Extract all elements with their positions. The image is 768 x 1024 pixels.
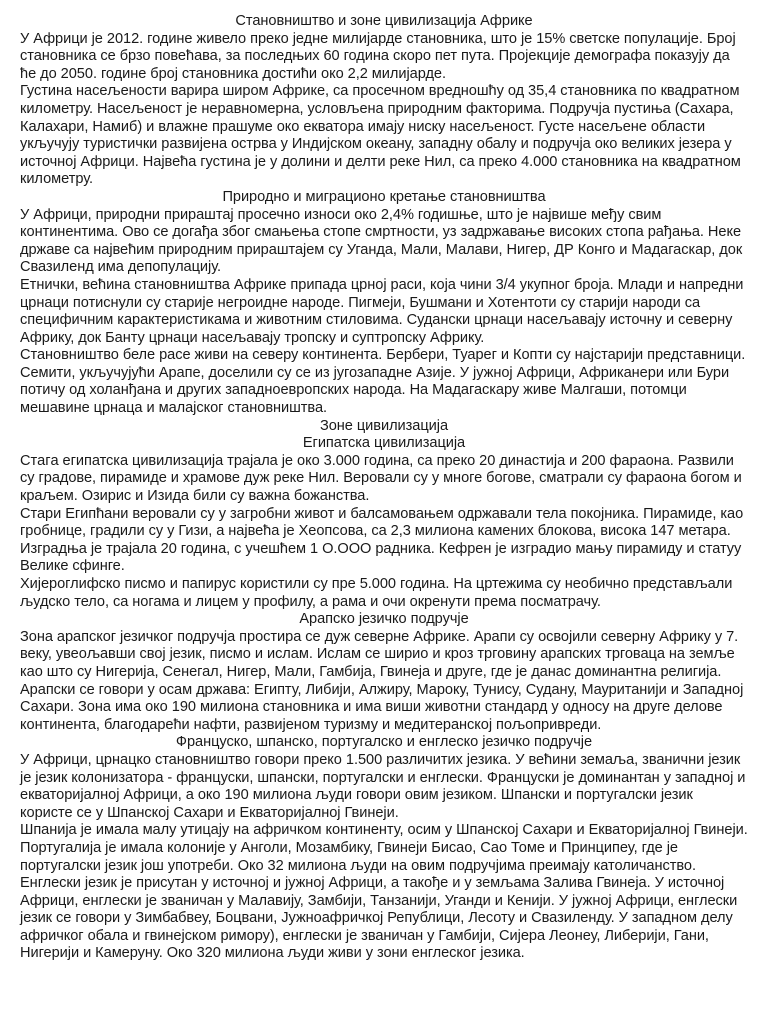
paragraph-colonial-languages: У Африци, црнацко становништво говори преко 1.500 различитих језика. У већини земаља, званични језик је језик колонизатора - француски, шпански, португалски и енглески. Француски је доминантан у западној и екваторијалној Африци, а око 190 милиона људи говори овим језиком. Шпански и португалски језик користе се у Шпанској Сахари и Екваторијалној Гвинеји. [20, 751, 746, 821]
paragraph-natural-growth: У Африци, природни прираштај просечно износи око 2,4% годишње, што је највише међу свим континентима. Ово се догађа због смањења стопе смртности, уз задржавање високих стопа рађања. Неке државе са највећим природним прираштајем су Уганда, Мали, Малави, Нигер, ДР Конго и Мадагаскар, док Свазиленд има депопулацију. [20, 206, 743, 276]
heading-arabic-zone: Арапско језичко подручје [299, 611, 469, 628]
paragraph-egypt-history: Стaгa египатска цивилизација трајала је око 3.000 година, са преко 20 династија и 200 фараона. Развили су градове, пирамиде и храмове дуж реке Нил. Веровали су у многе богове, сматрали су фараона богом и краљем. Озирис и Изида били су важна божанства. [20, 452, 742, 505]
intro-paragraph-population: У Африци је 2012. године живело преко једне милијарде становника, што је 15% светске популације. Број становника се брзо повећава, за последњих 60 година скоро пет пута. Пројекције демографа показују да ће до 2050. године број становника достићи око 2,2 милијарде. [20, 30, 736, 82]
document-title: Становништво и зоне цивилизација Африке [235, 13, 533, 29]
heading-european-language-zone: Француско, шпанско, португалско и енглеско језичко подручје [175, 734, 593, 751]
paragraph-black-race: Етнички, већина становништва Африке припада црној раси, која чини 3/4 укупног броја. Млади и напредни црнаци потиснули су старије негроидне народе. Пигмеји, Бушмани и Хотентоти су старији народи са специфичним карактеристикама и животним стиловима. Судански црнаци насељавају источну и северну Африку, док Банту црнаци насељавају тропску и суптропску Африку. [20, 276, 744, 346]
intro-paragraph-density: Густина насељености варира широм Африке, са просечном вредношћу од 35,4 становника по квадратном километру. Насељеност је неравномерна, условљена природним факторима. Подручја пустиња (Сахара, Калахари, Намиб) и влажне прашуме око екватора имају ниску насељеност. Густе насељене области укључују туристички развијена острва у Индијском океану, западну обалу и подручја око великих језера у источној Африци. Највећа густина је у долини и делти реке Нил, са преко 4.000 становника на квадратном километру. [20, 83, 741, 188]
heading-population-movement: Природно и миграционо кретање становништва [222, 188, 546, 205]
document-body [20, 13, 748, 963]
heading-civilization-zones: Зоне цивилизација [319, 417, 449, 434]
paragraph-english-language: Енглески језик је присутан у источној и јужној Африци, а такође и у земљама Залива Гвинеја. У источној Африци, енглески је званичан у Малавију, Замбији, Танзанији, Уганди и Кенији. У јужној Африци, енглески језик се говори у Зимбабвеу, Боцвани, Јужноафричкој Републици, Лесоту и Свазиленду. У западном делу афричког обала и гвинејском римору), енглески је званичан у Гамбији, Сијера Леонеу, Либерији, Гани, Нигерији и Камеруну. Око 320 милиона људи живи у зони енглеског језика. [20, 875, 738, 962]
paragraph-arabic-zone: Зона арапског језичког подручја простира се дуж северне Африке. Арапи су освојили северну Африку у 7. веку, увеољавши свој језик, писмо и ислам. Ислам се ширио и кроз трговину арапских трговаца на земље као што су Нигерија, Сенегал, Нигер, Мали, Гамбија, Гвинеја и друге, где је данас доминантна религија. Арапски се говори у осам држава: Египту, Либији, Алжиру, Мароку, Тунису, Судану, Мауританији и Западној Сахари. Зона има око 190 милиона становника и има виши животни стандард у односу на друге делове континента, благодарећи нафти, развијеном туризму и медитеранској пољопривреди. [20, 628, 744, 733]
paragraph-egypt-pyramids: Стари Египћани веровали су у загробни живот и балсамовањем одржавали тела покојника. Пирамиде, као гробнице, градили су у Гизи, а највећа је Хеопсова, са 2,3 милиона камених блокова, висока 147 метара. Изградња је трајала 20 година, с учешћем 1 О.ООО радника. Кефрен је изградио мању пирамиду и статуу Велике сфинге. [20, 505, 744, 575]
heading-egyptian-civilization: Египатска цивилизација [302, 435, 466, 452]
paragraph-spain-portugal: Шпанија је имала малу утицају на афричком континенту, осим у Шпанској Сахари и Екваторијалној Гвинеји. Португалија је имала колоније у Анголи, Мозамбику, Гвинеји Бисао, Сао Томе и Принципеу, где је португалски језик још употреби. Око 32 милиона људи на овим подручјима преимају католичанство. [20, 822, 748, 874]
paragraph-egypt-hieroglyphs: Хијероглифско писмо и папирус користили су пре 5.000 година. На цртежима су необично представљали људско тело, са ногама и лицем у профилу, а рама и очи окренути према посматрачу. [20, 576, 733, 610]
paragraph-white-race: Становништво беле расе живи на северу континента. Бербери, Туарег и Копти су најстарији представници. Семити, укључујући Арапе, доселили су се из југозападне Азије. У јужној Африци, Африканери или Бури потичу од холанђана и других западноевропских народа. На Мадагаскару живе Малгаши, потомци мешавине црнаца и малајског становништва. [20, 347, 746, 417]
